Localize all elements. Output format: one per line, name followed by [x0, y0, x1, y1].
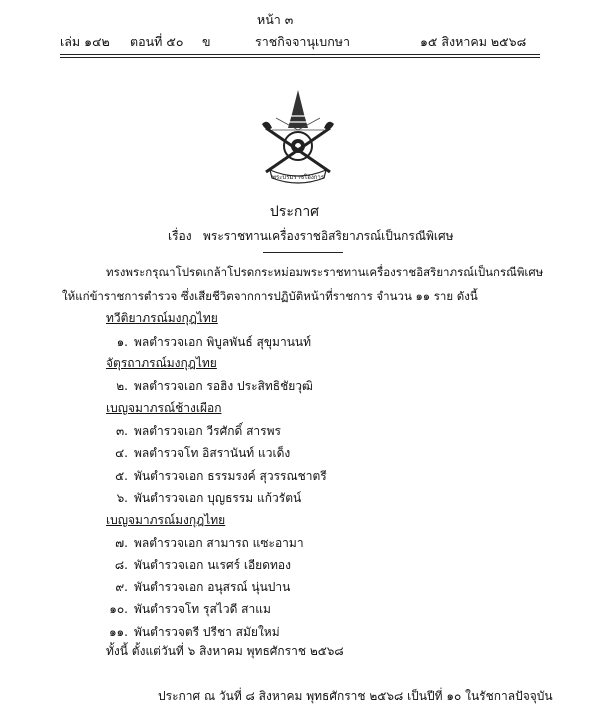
item-name: พลตำรวจเอก สามารถ แซะอามา [134, 536, 304, 550]
item-name: พลตำรวจเอก วีรศักดิ์ สารพร [134, 424, 281, 438]
list-item [106, 626, 280, 638]
category-heading: เบญจมาภรณ์มงกุฎไทย [106, 513, 226, 527]
effective-date: ทั้งนี้ ตั้งแต่วันที่ ๖ สิงหาคม พุทธศักราช ๒๕๖๘ [106, 644, 344, 658]
item-number: ๕. [115, 469, 128, 483]
item-number: ๑๑. [108, 625, 128, 639]
publication-name: ราชกิจจานุเบกษา [255, 34, 351, 49]
emblem-banner-text: พระบรมราชโองการ [271, 174, 325, 181]
item-number: ๖. [116, 491, 128, 505]
intro-line-1: ทรงพระกรุณาโปรดเกล้าโปรดกระหม่อมพระราชทานเครื่องราชอิสริยาภรณ์เป็นกรณีพิเศษ [106, 265, 544, 279]
item-number: ๓. [115, 424, 128, 438]
list-item [106, 336, 311, 348]
item-number: ๑. [116, 335, 128, 349]
header-rule-top [60, 54, 540, 55]
list-item [106, 603, 271, 615]
item-name: พันตำรวจเอก อนุสรณ์ นุ่นปาน [134, 580, 291, 594]
section-label: ข [202, 34, 211, 49]
list-item [106, 581, 290, 593]
item-name: พันตำรวจโท รุสไวดี สาแม [134, 602, 271, 616]
item-name: พันตำรวจตรี ปรีชา สมัยใหม่ [134, 625, 280, 639]
item-number: ๗. [115, 536, 128, 550]
announcement-date-line: ประกาศ ณ วันที่ ๘ สิงหาคม พุทธศักราช ๒๕๖๘ เป็นปีที่ ๑๐ ในรัชกาลปัจจุบัน [158, 689, 553, 703]
title-underline [263, 252, 343, 253]
list-item [106, 492, 301, 504]
list-item [106, 537, 304, 549]
item-number: ๔. [115, 446, 128, 460]
publication-date: ๑๕ สิงหาคม ๒๕๖๘ [420, 34, 527, 49]
list-item [106, 425, 281, 437]
list-item [106, 447, 290, 459]
issue-label: ตอนที่ ๕๐ [130, 34, 184, 49]
category-heading: จัตุรถาภรณ์มงกุฎไทย [106, 356, 217, 370]
item-number: ๙. [115, 580, 128, 594]
volume-label: เล่ม ๑๔๒ [60, 34, 110, 49]
list-item [106, 470, 327, 482]
page-number: หน้า ๓ [257, 12, 294, 27]
item-number: ๒. [116, 379, 128, 393]
subject-label: เรื่อง [168, 229, 192, 243]
royal-emblem-icon [248, 88, 348, 188]
subject-text: พระราชทานเครื่องราชอิสริยาภรณ์เป็นกรณีพิเศษ [203, 229, 454, 243]
list-item [106, 559, 291, 571]
item-name: พันตำรวจเอก ธรรมรงค์ สุวรรณชาตรี [134, 469, 327, 483]
list-item [106, 380, 313, 392]
intro-line-2: ให้แก่ข้าราชการตำรวจ ซึ่งเสียชีวิตจากการปฏิบัติหน้าที่ราชการ จำนวน ๑๑ ราย ดังนี้ [62, 289, 478, 303]
category-heading: ทวีติยาภรณ์มงกุฎไทย [106, 311, 218, 325]
item-number: ๘. [114, 558, 128, 572]
item-name: พลตำรวจโท อิสรานันท์ แวเด็ง [134, 446, 291, 460]
item-name: พันตำรวจเอก บุญธรรม แก้วรัตน์ [134, 491, 302, 505]
item-name: พลตำรวจเอก พิบูลพันธ์ สุขุมานนท์ [134, 335, 312, 349]
announcement-title: ประกาศ [269, 204, 320, 220]
header-rule-bottom [60, 57, 540, 58]
item-name: พลตำรวจเอก รอฮิง ประสิทธิชัยวุฒิ [134, 379, 313, 393]
category-heading: เบญจมาภรณ์ช้างเผือก [106, 401, 222, 415]
item-name: พันตำรวจเอก นเรศร์ เอียดทอง [134, 558, 291, 572]
item-number: ๑๐. [109, 602, 128, 616]
